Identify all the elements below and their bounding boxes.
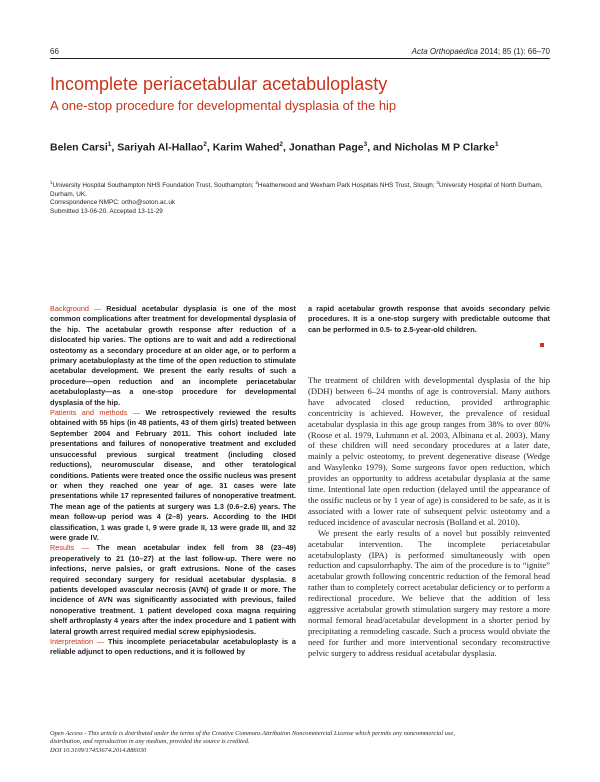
- author-sup: 1: [494, 141, 499, 148]
- affil-sup: 2: [255, 180, 258, 185]
- submission-dates: Submitted 13-06-20. Accepted 13-11-29: [50, 207, 163, 215]
- abstract-methods: [50, 408, 296, 543]
- author: Nicholas M P Clarke: [394, 141, 495, 154]
- abstract-end-mark: [540, 343, 544, 347]
- article-title: Incomplete periacetabular acetabuloplasty: [50, 74, 388, 94]
- footer-license: [50, 730, 550, 755]
- body-paragraph-1: The treatment of children with developmental dysplasia of the hip (DDH) between 6–24 months of age is controversial. Many authors have advocated closed reduction, provided arthrographic concentricity is achieved. However, the prevalence of residual acetabular dysplasia in this age group ranges from 38% to over 80% (Roose et al. 1979, Luhmann et al. 2003, Albinana et al. 2003). Many of these children will need secondary procedures at a later date, mainly a pelvic osteotomy, to prevent degenerative disease (Wedge and Wasylenko 1979). Some surgeons favor open reduction, which provides an opportunity to address acetabular dysplasia at the same time. Intentional late open reduction (delayed until the appearance of the ossific nucleus or by 1 year of age) is considered to be safe, as it is associated with a lower rate of subsequent pelvic osteotomy and a reduced incidence of avascular necrosis (Bolland et al. 2010).: [308, 375, 550, 527]
- abstract-left: [50, 304, 296, 658]
- abstract-background: [50, 304, 296, 408]
- abstract-interpretation: [50, 637, 296, 658]
- abstract-right: a rapid acetabular growth response that avoids secondary pelvic procedures. It is a one-stop surgery with predictable outcome that can be performed in 0.5- to 2.5-year-old children.: [308, 304, 550, 334]
- author-sup: 3: [363, 141, 368, 148]
- journal-citation: [412, 47, 550, 56]
- correspondence: Correspondence NMPC: ortho@soton.ac.uk: [50, 199, 176, 207]
- author-list: Belen Carsi$^1$, Sariyah Al-Hallao$^2$, Karim Wahed$^2$, Jonathan Page$^3$, and Nicholas M P Clarke$^1$: [50, 141, 499, 154]
- body-paragraph-2: We present the early results of a novel but possibly reinvented acetabular intervention. The incomplete periacetabular acetabuloplasty (IPA) is performed simultaneously with open reduction and capsulorrhaphy. The aim of the procedure is to “ignite” acetabular growth following concentric reduction of the femoral head rather than to completely correct acetabular deficiency or to perform a redirectional procedure. We believe that the addition of less aggressive acetabular growth stimulation surgery may restore a more normal femoral head/acetabular development in a shorter period by precipitating a remodeling cascade. Such a process would obviate the need for further and more interventional secondary reconstructive pelvic surgery to address residual acetabular dysplasia.: [308, 527, 550, 658]
- interpretation-text: This incomplete periacetabular acetabuloplasty is a reliable adjunct to open reductions, and it is followed by: [50, 637, 296, 657]
- license-line-2: distribution, and reproduction in any medium, provided the source is credited.: [50, 738, 250, 746]
- methods-text: We retrospectively reviewed the results obtained with 55 hips (in 48 patients, 43 of them girls) treated between September 2004 and February 2011. This cohort included late presentations and failures of nonoperative treatment and excluded unsuccessful previous surgical treatment (including closed reductions), neuromuscular disease, and other teratological conditions. Patients were treated once the ossific nucleus was present or when they reached one year of age. 31 cases were late presentations while 17 represented failures of nonoperative treatment. The mean age of the patients at surgery was 1.3 (0.6–2.6) years. The mean follow-up period was 4 (2–8) years. According to the IHDI classification, 1 was grade I, 9 were grade II, 13 were grade III, and 32 were grade IV.: [50, 408, 296, 542]
- results-label: Results —: [50, 543, 97, 553]
- body-text: [308, 375, 550, 659]
- affil-sup: 3: [436, 180, 439, 185]
- interpretation-label: Interpretation —: [50, 637, 109, 646]
- author: Jonathan Page: [288, 141, 364, 154]
- article-subtitle: A one-stop procedure for developmental dysplasia of the hip: [50, 98, 397, 113]
- abstract-results: [50, 543, 296, 637]
- author-sup: 2: [279, 141, 284, 148]
- author: Belen Carsi: [50, 141, 108, 154]
- results-text: The mean acetabular index fell from 38 (23–49) preoperatively to 21 (10–27) at the last follow-up. There were no infections, nerve palsies, or graft extrusions. None of the cases required secondary surgery for residual acetabular dysplasia. 8 patients developed avascular necrosis (AVN) of grade II or more. The incidence of AVN was significantly associated with previous, failed nonoperative treatment. 1 patient developed coxa magna requiring shelf arthroplasty 4 years after the index procedure and 1 patient with lateral growth arrest required medial screw epiphysiodesis.: [50, 543, 297, 636]
- methods-label: Patients and methods —: [50, 408, 146, 418]
- author: Sariyah Al-Hallao: [117, 141, 204, 154]
- background-label: Background —: [50, 304, 107, 313]
- affiliation-3: University Hospital of North Durham, Durham, UK.: [50, 182, 543, 198]
- journal-name: Acta Orthopaedica: [411, 47, 478, 56]
- background-text: Residual acetabular dysplasia is one of the most common complications after treatment for developmental dysplasia of the hip. The acetabular growth response after reduction of a dislocated hip varies. The options are to wait and add a redirectional osteotomy as a secondary procedure at an older age, or to perform a primary acetabuloplasty at the time of the open reduction to stimulate acetabular development. We present the early results of such a procedure—open reduction and an incomplete periacetabular acetabuloplasty—as a one-stop procedure for developmental dysplasia of the hip.: [50, 304, 296, 407]
- license-line-1: Open Access - This article is distributed under the terms of the Creative Commons Attribution Noncommercial License which permits any noncommercial use,: [50, 730, 455, 737]
- page-number: 66: [50, 47, 59, 56]
- affiliations: [50, 179, 550, 217]
- header-rule: [50, 58, 550, 59]
- author: Karim Wahed: [212, 141, 280, 154]
- affiliation-2: Heatherwood and Wexham Park Hospitals NHS Trust, Slough;: [257, 182, 437, 190]
- author-sup: 2: [203, 141, 207, 148]
- citation: 2014; 85 (1): 66–70: [480, 47, 550, 56]
- doi: DOI 10.3109/17453674.2014.886030: [50, 746, 147, 754]
- affiliation-1: University Hospital Southampton NHS Foundation Trust, Southampton;: [52, 182, 256, 190]
- affil-sup: 1: [50, 180, 53, 185]
- author-sup: 1: [107, 141, 112, 148]
